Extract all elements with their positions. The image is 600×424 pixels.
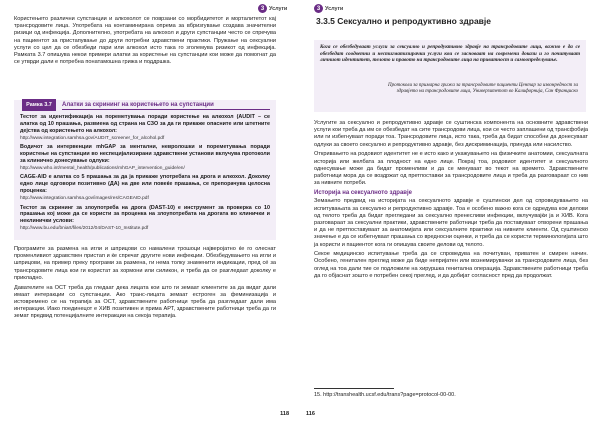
- footnote-rule: [314, 388, 394, 389]
- box-title-rule: [62, 109, 270, 110]
- tool-link[interactable]: http://www.integration.samhsa.gov/AUDIT_screener_for_alcohol.pdf: [20, 135, 165, 141]
- box-title: Алатки за скрининг на користењето на супстанции: [62, 102, 214, 108]
- body-paragraph: Давателите на ОСТ треба да гледаат дека лицата кои што ги земаат клиентите за да видат дали имаат интеракции со супстанции. Ако транс-лицата земаат естроген за феминизација и истовремено се на терапија за ОСТ, здравствените работници треба да разгледаат дали има интеракции. Иако поединецот е ХИВ позитивен и прима АРТ, здравствените работници треба да ги земат предвид потенцијалните интеракции на секоја терапија.: [14, 284, 276, 320]
- page-number: 116: [306, 411, 315, 417]
- tool-description: CAGE-AID е алатка со 5 прашања за да ја прикаже употребата на дрога и алкохол. Доколку едно лице одговори позитивно (ДА) на две или повеќе прашања, се препорачува целосна проценка:: [20, 174, 270, 194]
- footnote: 15. http://transhealth.ucsf.edu/trans?page=protocol-00-00.: [314, 392, 456, 398]
- section-title: 3.3.5 Сексуално и репродуктивно здравје: [316, 16, 491, 26]
- body-paragraph: Услугите за сексуално и репродуктивно здравје се суштинска компонента на основните здравствени услуги кои треба да им се обезбедат на сите трансродови лица, кои се често заплашени од трансфобија или ги избегнуваат поради тоа. Трансродовите лица, исто така, треба да бидат способни да донесуваат одлуки за своето сексуално и репродуктивно здравје, без дискриминација, принуда или насилство.: [314, 120, 588, 148]
- quote-source: Протоколи за примарна грижа за трансродовите пациенти Центар за извонредност за здравјето на трансродовите лица, Универзитетот во Калифорнија, Сан Франциско: [388, 83, 578, 95]
- page-number: 118: [280, 411, 289, 417]
- tool-description: Тестот за скрининг за злоупотреба на дрога (DAST-10) е инструмент за проверка со 10 прашања кој може да се користи за проценка на злоупотребата на дрогата во клинички и неклинички услови:: [20, 204, 270, 225]
- screening-tools-box: [14, 100, 276, 240]
- quote-box: [314, 40, 586, 112]
- tool-link[interactable]: http://www.integration.samhsa.gov/images/res/CAGEAID.pdf: [20, 196, 149, 202]
- box-badge: Рамка 3.7: [22, 99, 56, 111]
- intro-paragraph: Користењето различни супстанции и алкохолот се поврзани со морбидитетот и морталитетот кај трансродовите лица. Употребата на контаминирана опрема за вбризгување создава значителни ризици од инфекција. Дополнително, употребата на алкохол и други супстанции често се спречува на пациентот за пристапување до други потребни здравствени практики. Пружање на сексуални услуги со цел да се обезбеди пари или алкохол исто така го зголемува ризикот од инфекција. Рамката 3.7 опишува некои примери алатки за користење на супстанции кои може да помогнат да се утврди дали е потребна понатамошна грижа и поддршка.: [14, 16, 276, 66]
- tool-link[interactable]: http://www.who.int/mental_health/publications/mhGAP_intervention_guide/en/: [20, 166, 185, 172]
- intro-paragraph-block: [14, 16, 276, 66]
- box-body: [20, 114, 270, 235]
- section-number-badge: 3: [258, 4, 267, 13]
- body-paragraph: Земањето предвид на историјата на сексуалното здравје е суштински дел од спроведувањето на испитувањата за сексуално и репродуктивно здравје. Тоа е особено важно кога се одредува кои делови од телото треба да бидат прегледани за сексуално пренесливи инфекции, вклучувајќи ја и ХИВ. Кога разговараат за сексуални практики, здравствените работници треба да поставуваат отворени прашања и да не претпоставуваат за анатомијата или сексуалните практики на нивните клиенти. Од суштинско значење е да се избегнуваат прашања со вредносни оценки, и треба да се користи терминологијата што ја користи и пациентот кога ги опишува своите делови од телото.: [314, 198, 588, 248]
- section-tab-label: Услуги: [325, 5, 344, 12]
- box-header: [14, 100, 276, 111]
- section-number-badge: 3: [314, 4, 323, 13]
- body-paragraph: Откривањето на родовиот идентитет не е исто како и укажувањето на физичките анатомии, сексуалната историја или желбата за плодност на едно лице. Покрај тоа, родовиот идентитет и сексуалното однесување може да бидат променливи и да се менуваат во текот на времето. Здравствените работници мора да се воздржат од претпоставки за трансродовите лица и треба да разговараат со нив за нивните потреби.: [314, 151, 588, 187]
- subheading: Историја на сексуалното здравје: [314, 190, 412, 197]
- body-paragraph: Секое медицинско испитување треба да се спроведува на почитуван, приватен и смирен начин. Особено, генитален преглед може да биде непријатен или вознемирувачки за трансродовите лица, без оглед на тоа дали тие се подложиле на хируршка генитална операција. Здравствените работници треба да го објаснат зошто е потребен секој преглед, и да добијат согласност пред да продолжат.: [314, 251, 588, 279]
- section-tab: [314, 4, 343, 13]
- tool-link[interactable]: http://www.bu.edu/bniart/files/2012/04/DAST-10_Institute.pdf: [20, 226, 149, 232]
- left-page: [0, 0, 295, 424]
- right-page: [302, 0, 600, 424]
- section-tab-label: Услуги: [269, 5, 288, 12]
- quote-text: Кога се обезбедуваат услуги за сексуално и репродуктивно здравје на трансродовите лица, важно е да се обезбедат соодветни и нестигматизирачки услуги кои се засноваат на современи докази и го почитуваат личниот идентитет, телото и правото на трансродовите лица на приватност и самоопределување.: [320, 44, 580, 64]
- section-tab: [258, 4, 287, 13]
- tool-description: Водичот за интервенции mhGAP за ментални, невролошки и пореметувања поради користење на супстанции во неспецијализирани здравствени установи вклучува протоколи за клинично донесување одлуки:: [20, 144, 270, 164]
- lower-text-block: [14, 246, 276, 323]
- right-body-text: [314, 120, 588, 283]
- body-paragraph: Програмите за размена на игли и шприцови со намалени трошоци најверојатно ќе го олеснат променливиот здравствен пристап и ќе спречат другите нови инфекции. Обезбедувањето на игли и шприцови, на пример преку програми за размена, ги нема толку знаменити индикации, пред сé за трансродовите лица кои ги користат за хормони или силикон, и треба да се разгледаат доколку е прикладно.: [14, 246, 276, 281]
- tool-description: Тестот за идентификација на пореметувања поради користење на алкохол (AUDIT – се алатка од 10 прашања, развиена од страна на СЗО за да ги прикаже опасните или штетните дејства од користењето на алкохол:: [20, 114, 270, 134]
